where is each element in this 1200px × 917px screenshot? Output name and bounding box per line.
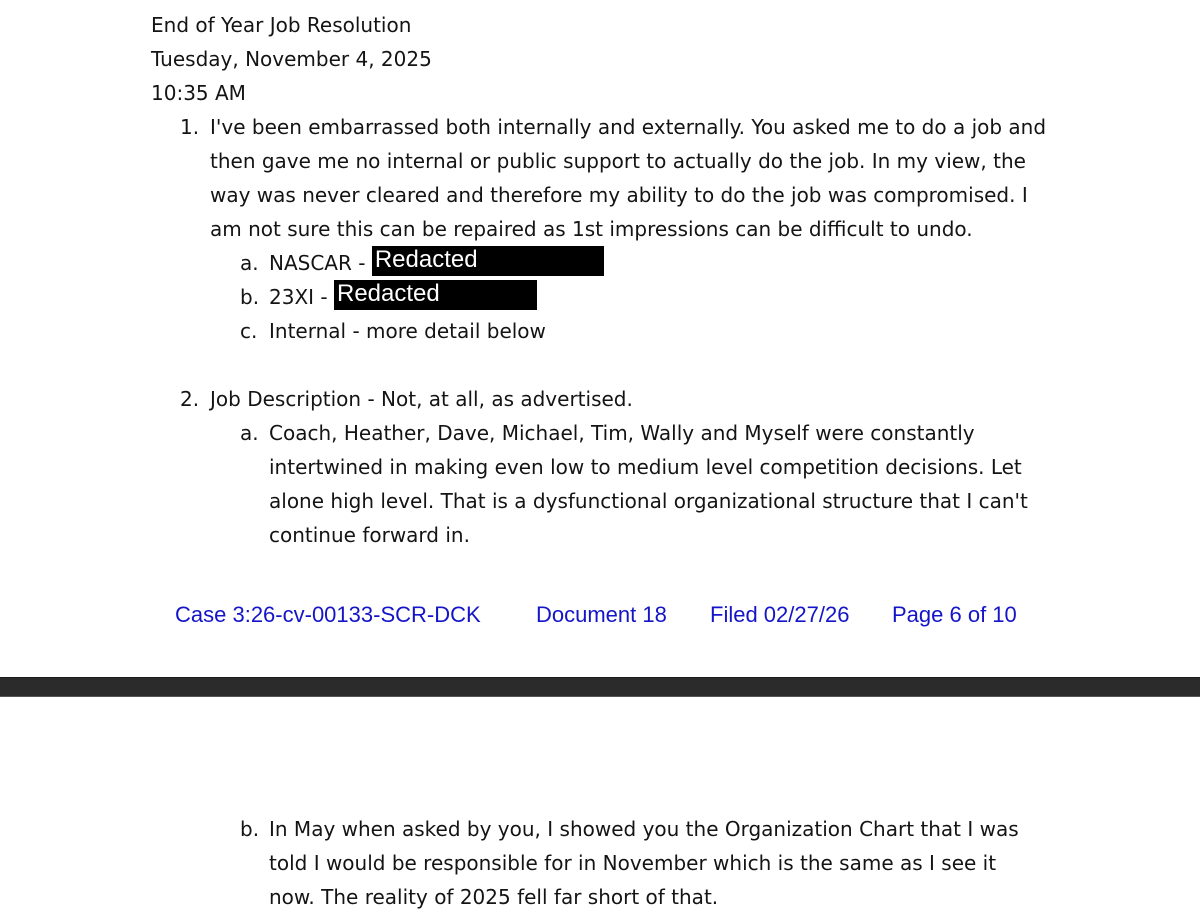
sublist-item-paragraph [269,416,1028,552]
paragraph-line: way was never cleared and therefore my ability to do the job was compromised. I [210,183,1028,207]
paragraph-line: then gave me no internal or public support to actually do the job. In my view, the [210,149,1026,173]
redaction-box: Redacted [334,280,537,310]
sublist-item [269,280,537,314]
paragraph-line: intertwined in making even low to medium level competition decisions. Let [269,455,1022,479]
paragraph-line: alone high level. That is a dysfunctional organizational structure that I can't [269,489,1028,513]
paragraph-line: told I would be responsible for in November which is the same as I see it [269,851,997,875]
page-separator [0,677,1200,697]
sublist-item-marker: b. [240,817,260,841]
sublist-item-label: 23XI - [269,285,334,309]
list-item-heading: Job Description - Not, at all, as advertised. [210,387,633,411]
sublist-item [269,246,604,280]
document-title: End of Year Job Resolution [151,13,412,37]
paragraph-line: I've been embarrassed both internally and externally. You asked me to do a job and [210,115,1047,139]
sublist-item-marker: a. [240,421,259,445]
redaction-box: Redacted [372,246,604,276]
list-item-paragraph [210,110,1046,246]
paragraph-line: continue forward in. [269,523,470,547]
sublist-item-marker: a. [240,251,259,275]
paragraph-line: Coach, Heather, Dave, Michael, Tim, Wally and Myself were constantly [269,421,975,445]
sublist-item-marker: c. [240,319,258,343]
footer-filed-date: Filed 02/27/26 [710,602,850,627]
document-time: 10:35 AM [151,81,246,105]
sublist-item-paragraph [269,812,1019,914]
paragraph-line: now. The reality of 2025 fell far short of that. [269,885,719,909]
document-date: Tuesday, November 4, 2025 [151,47,432,71]
sublist-item-marker: b. [240,285,260,309]
paragraph-line: am not sure this can be repaired as 1st impressions can be difficult to undo. [210,217,973,241]
footer-page-number: Page 6 of 10 [892,602,1017,627]
footer-document-number: Document 18 [536,602,667,627]
list-item-marker: 2. [180,387,200,411]
list-item-marker: 1. [180,115,200,139]
footer-case-number: Case 3:26-cv-00133-SCR-DCK [175,602,481,627]
paragraph-line: In May when asked by you, I showed you the Organization Chart that I was [269,817,1019,841]
sublist-item-label: Internal - more detail below [269,319,546,343]
sublist-item-label: NASCAR - [269,251,372,275]
